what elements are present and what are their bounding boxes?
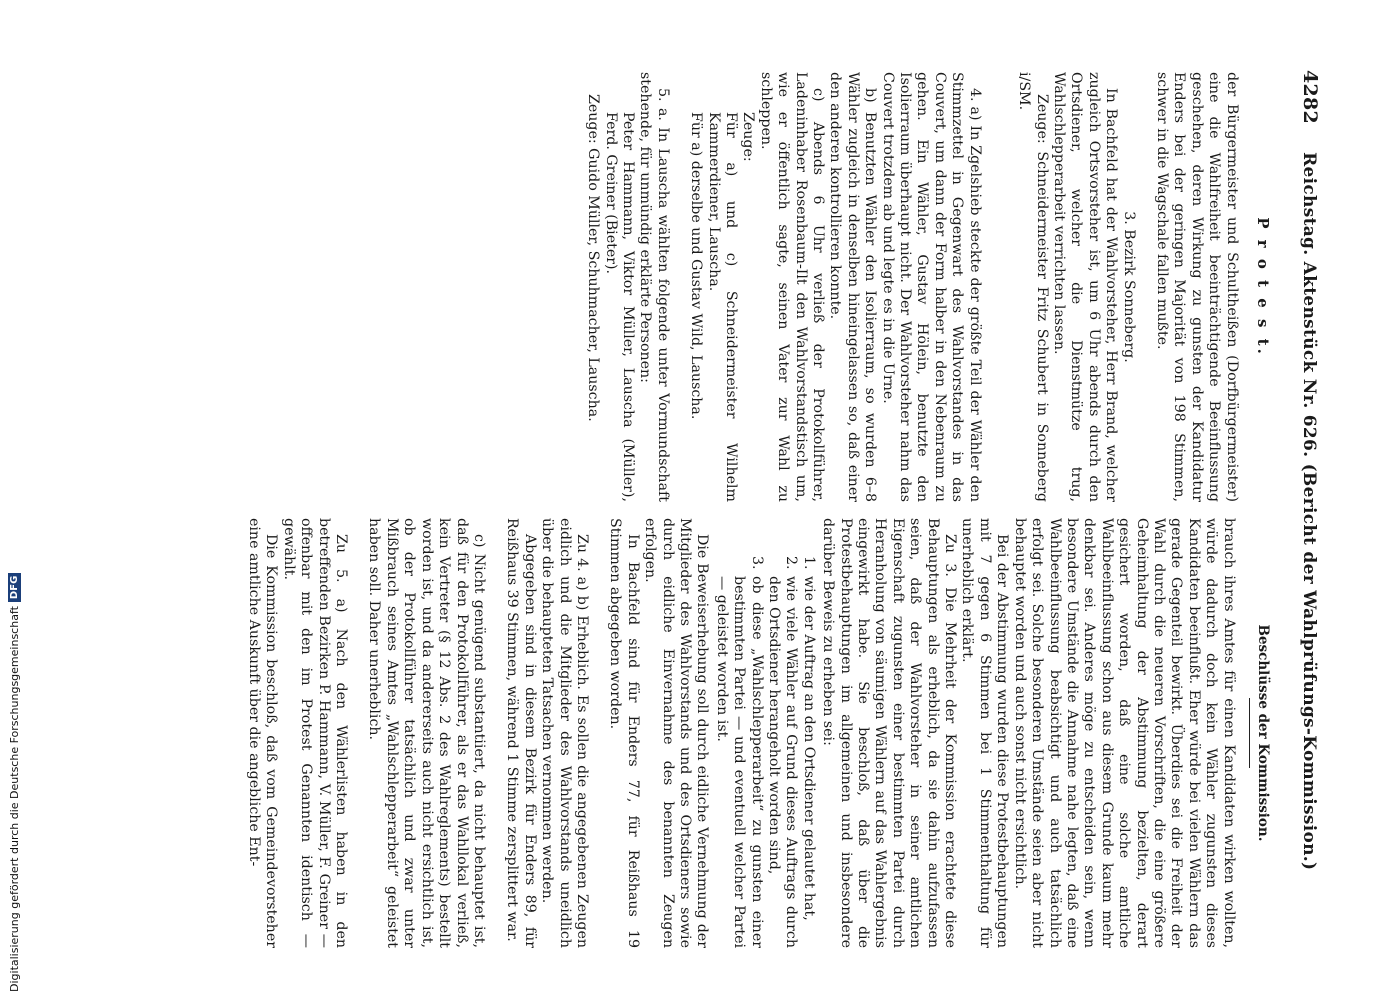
heading-divider: [1249, 698, 1250, 768]
commission-para-1: brauch ihres Amtes für einen Kandidaten wirken wollten, würde dadurch doch kein Wähler zugunsten dieses Kandidaten beeinflußt. Eher würde bei vielen Wählern das gerade Gegenteil bewirkt. Überdies sei die Freiheit der Wahl durch die neueren Vorschriften, die eine größere Geheimhaltung der Abstimmung bezielten, derart gesichert worden, daß eine solche amtliche Wahlbeeinflussung schon aus diesem Grunde kaum mehr denkbar sei. Anderes möge zu entscheiden sein, wenn besondere Umstände die Annahme nahe legten, daß eine Wahlbeeinflussung beabsichtigt und auch tatsächlich erfolgt sei. Solche besonderen Umstände seien aber nicht behauptet worden und auch sonst nicht ersichtlich.: [1011, 518, 1237, 948]
commission-para-4: Die Beweiserhebung soll durch eidliche Vernehmung der Mitglieder des Wahlvorstands und des Ortsdieners sowie durch eidliche Einvernahme des benannten Zeugen erfolgen.: [642, 518, 711, 948]
witness-b: Für a) derselbe und Gustav Wild, Lauscha.: [688, 112, 705, 420]
page-header: [1299, 70, 1321, 950]
commission-para-2: Bei der Abstimmung wurden diese Protestbehauptungen mit 7 gegen 6 Stimmen bei 1 Stimmenthaltung für unerheblich erklärt.: [959, 518, 1011, 948]
list-item: 1. wie der Auftrag an den Ortsdiener gelautet hat,: [799, 574, 816, 948]
list-item: 3. ob diese „Wahlschlepperarbeit“ zu gunsten einer bestimmten Partei — und eventuell welcher Partei — geleistet worden ist.: [712, 574, 764, 948]
list-item: 2. wie viele Wähler auf Grund dieses Auftrags durch den Ortsdiener herangeholt worden sind,: [765, 574, 800, 948]
footer-text: Digitalisierung gefördert durch die Deutsche Forschungsgemeinschaft: [7, 606, 21, 992]
commission-para-7: Abgegeben sind in diesem Bezirk für Enders 89, für Reißhaus 39 Stimmen, während 1 Stimme zersplittert war.: [504, 518, 538, 948]
page-title: Reichstag. Aktenstück Nr. 626. (Bericht der Wahlprüfungs-Kommission.): [1299, 152, 1319, 871]
dfg-logo: DFG: [8, 573, 21, 602]
commission-para-3: Zu 3. Die Mehrheit der Kommission erachtete diese Behauptungen als erheblich, da sie dahin aufzufassen seien, daß der Wahlvorsteher in seiner amtlichen Eigenschaft zugunsten einer bestimmten Partei durch Heranholung von säumigen Wählern auf das Wahlergebnis eingewirkt habe. Sie beschloß, daß über die Protestbehauptungen im allgemeinen und insbesondere darüber Beweis zu erheben sei:: [820, 518, 959, 948]
section-4a-text: 4. a) In Zgelshieb steckte der größte Teil der Wähler den Stimmzettel in Gegenwart des Wahlvorstandes in das Couvert, um dann der Form halber in den Nebenraum zu gehen. Ein Wähler, Gustav Hölein, benutzte den Isolierraum überhaupt nicht. Der Wahlvorsteher nahm das Couvert trotzdem ab und legte es in die Urne.: [879, 72, 983, 502]
protest-heading: P r o t e s t.: [1254, 217, 1272, 357]
evidence-list: [712, 518, 816, 948]
section-5a-text: 5. a. In Lauscha wählten folgende unter Vormundschaft stehende, für unmündig erklärte Personen:: [637, 72, 671, 502]
section-3-witness: Zeuge: Schneidermeister Fritz Schubert in Sonneberg i/SM.: [1016, 72, 1050, 502]
digitization-footer: [6, 575, 26, 992]
protest-intro: der Bürgermeister und Schultheißen (Dorfbürgermeister) eine die Wahlfreiheit beeinträchtigende Beeinflussung geschehen, deren Wirkung zu gunsten der Kandidatur Enders bei der geringen Majorität von 198 Stimmen, schwer in die Wagschale fallen mußte.: [1153, 72, 1240, 502]
section-3-title: 3. Bezirk Sonneberg.: [1120, 211, 1137, 363]
commission-para-10: Die Kommission beschloß, daß vom Gemeindevorsteher eine amtliche Auskunft über die angebliche Ent-: [246, 518, 280, 948]
section-3-text: In Bachfeld hat der Wahlvorsteher, Herr Brand, welcher zugleich Ortsvorsteher ist, um 6 Uhr abends durch den Ortsdiener, welcher die Dienstmütze trug, Wahlschlepperarbeit verrichten lassen.: [1050, 72, 1120, 502]
section-5a-witness: Zeuge: Guido Müller, Schuhmacher, Lauscha.: [585, 94, 602, 422]
witness-label: Zeuge:: [740, 112, 757, 162]
page-number: 4282: [1299, 70, 1321, 125]
commission-column: [245, 518, 1271, 948]
protest-column: [584, 72, 1271, 502]
witness-a-c: Für a) und c) Schneidermeister Wilhelm Kammerdiener, Lauscha.: [705, 112, 740, 502]
commission-para-5: In Bachfeld sind für Enders 77, für Reißhaus 19 Stimmen abgegeben worden.: [607, 518, 641, 948]
commission-para-6: Zu 4. a) b) Erheblich. Es sollen die angegebenen Zeugen eidlich und die Mitglieder des Wahlvorstands uneidlich über die behaupteten Tatsachen vernommen werden.: [539, 518, 590, 948]
section-5a-names: Peter Hammann, Viktor Müller, Lauscha (Müller), Ferd. Greiner (Bieter).: [602, 112, 636, 502]
commission-para-9: Zu 5. a) Nach den Wählerlisten haben in den betreffenden Bezirken P. Hammann, V. Müller, F. Greiner — offenbar mit den im Protest Genannten identisch — gewählt.: [280, 518, 350, 948]
section-4b-text: b) Benutzten Wähler den Isolierraum, so wurden 6–8 Wähler zugleich in denselben hineingelassen so, daß einer den anderen kontrollieren konnte.: [827, 72, 879, 502]
commission-para-8: c) Nicht genügend substantiiert, da nicht behauptet ist, daß für den Protokollführer, als er das Wahllokal verließ, kein Vertreter (§ 12 Abs. 2 des Wahlreglements) bestellt worden ist, und da andererseits auch nicht ersichtlich ist, ob der Protokollführer tatsächlich und zwar unter Mißbrauch seines Amtes „Wahlschlepperarbeit“ geleistet haben soll. Daher unerheblich.: [366, 518, 487, 948]
section-4c-text: c) Abends 6 Uhr verließ der Protokollführer, Ladeninhaber Rosenbaum-Ilt den Wahlvorstandstisch um, wie er öffentlich sagte, seinen Vater zur Wahl zu schleppen.: [757, 72, 827, 502]
commission-heading: Beschlüsse der Kommission.: [1255, 624, 1271, 842]
